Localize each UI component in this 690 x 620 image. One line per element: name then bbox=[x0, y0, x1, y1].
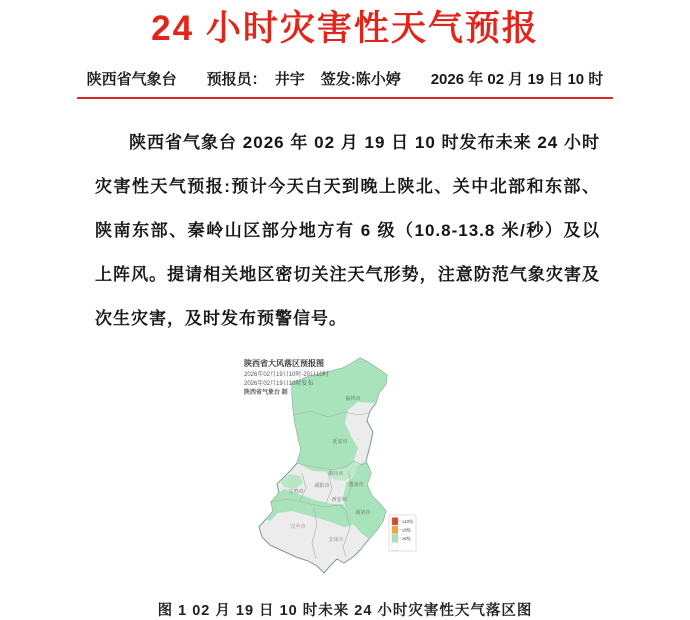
city-label-xian: 西安市 bbox=[331, 496, 347, 503]
agency-name: 陕西省气象台 bbox=[86, 70, 177, 88]
map-valid-period: 2026年02月19日10时-20日10时 bbox=[244, 371, 329, 378]
city-label-yanan: 延安市 bbox=[332, 438, 348, 445]
city-label-xianyang: 咸阳市 bbox=[314, 482, 330, 489]
forecaster-name: 井宇 bbox=[274, 70, 305, 88]
city-label-tongchuan: 铜川市 bbox=[328, 470, 344, 477]
doc-meta bbox=[77, 68, 614, 99]
doc-meta-row bbox=[0, 68, 690, 99]
map-issued-time: 2026年02月19日10时发布 bbox=[244, 380, 314, 387]
legend-swatch-10 bbox=[392, 517, 398, 525]
issue-datetime: 2026 年 02 月 19 日 10 时 bbox=[430, 70, 604, 88]
legend-swatch-6 bbox=[392, 534, 398, 542]
map-legend bbox=[389, 515, 416, 551]
legend-swatch-none bbox=[392, 543, 398, 551]
issuer-label: 签发: bbox=[320, 70, 356, 88]
city-label-baoji: 宝鸡市 bbox=[288, 488, 304, 495]
map-title: 陕西省大风落区预报图 bbox=[244, 358, 324, 368]
city-label-shangluo: 商洛市 bbox=[355, 509, 371, 516]
city-label-hanzhong: 汉中市 bbox=[290, 523, 306, 530]
figure-caption: 图 1 02 月 19 日 10 时未来 24 小时灾害性天气落区图 bbox=[157, 602, 533, 619]
legend-swatch-8 bbox=[392, 526, 398, 534]
forecast-paragraph: 陕西省气象台 2026 年 02 月 19 日 10 时发布未来 24 小时灾害性天气预报:预计今天白天到晚上陕北、关中北部和东部、陕南东部、秦岭山区部分地方有 6 级（10.8-13.8 米/秒）及以上阵风。提请相关地区密切关注天气形势，注意防范气象灾害及次生灾害，及时发布预警信号。 bbox=[95, 132, 600, 328]
forecast-map-container bbox=[0, 353, 690, 593]
page-title: 24 小时灾害性天气预报 bbox=[151, 9, 539, 48]
city-label-weinan: 渭南市 bbox=[348, 481, 364, 488]
city-label-yulin: 榆林市 bbox=[345, 395, 361, 402]
legend-label-6: ≥6级 bbox=[402, 535, 411, 541]
issuer-name: 陈小婷 bbox=[355, 70, 401, 88]
map-producer: 陕西省气象台 制 bbox=[244, 389, 288, 396]
forecaster-label: 预报员： bbox=[206, 70, 267, 88]
forecast-document bbox=[0, 6, 690, 619]
shaanxi-wind-map bbox=[240, 353, 450, 593]
legend-label-10: ≥10级 bbox=[402, 518, 414, 524]
city-label-ankang: 安康市 bbox=[328, 536, 344, 543]
legend-label-8: ≥8级 bbox=[402, 527, 411, 532]
